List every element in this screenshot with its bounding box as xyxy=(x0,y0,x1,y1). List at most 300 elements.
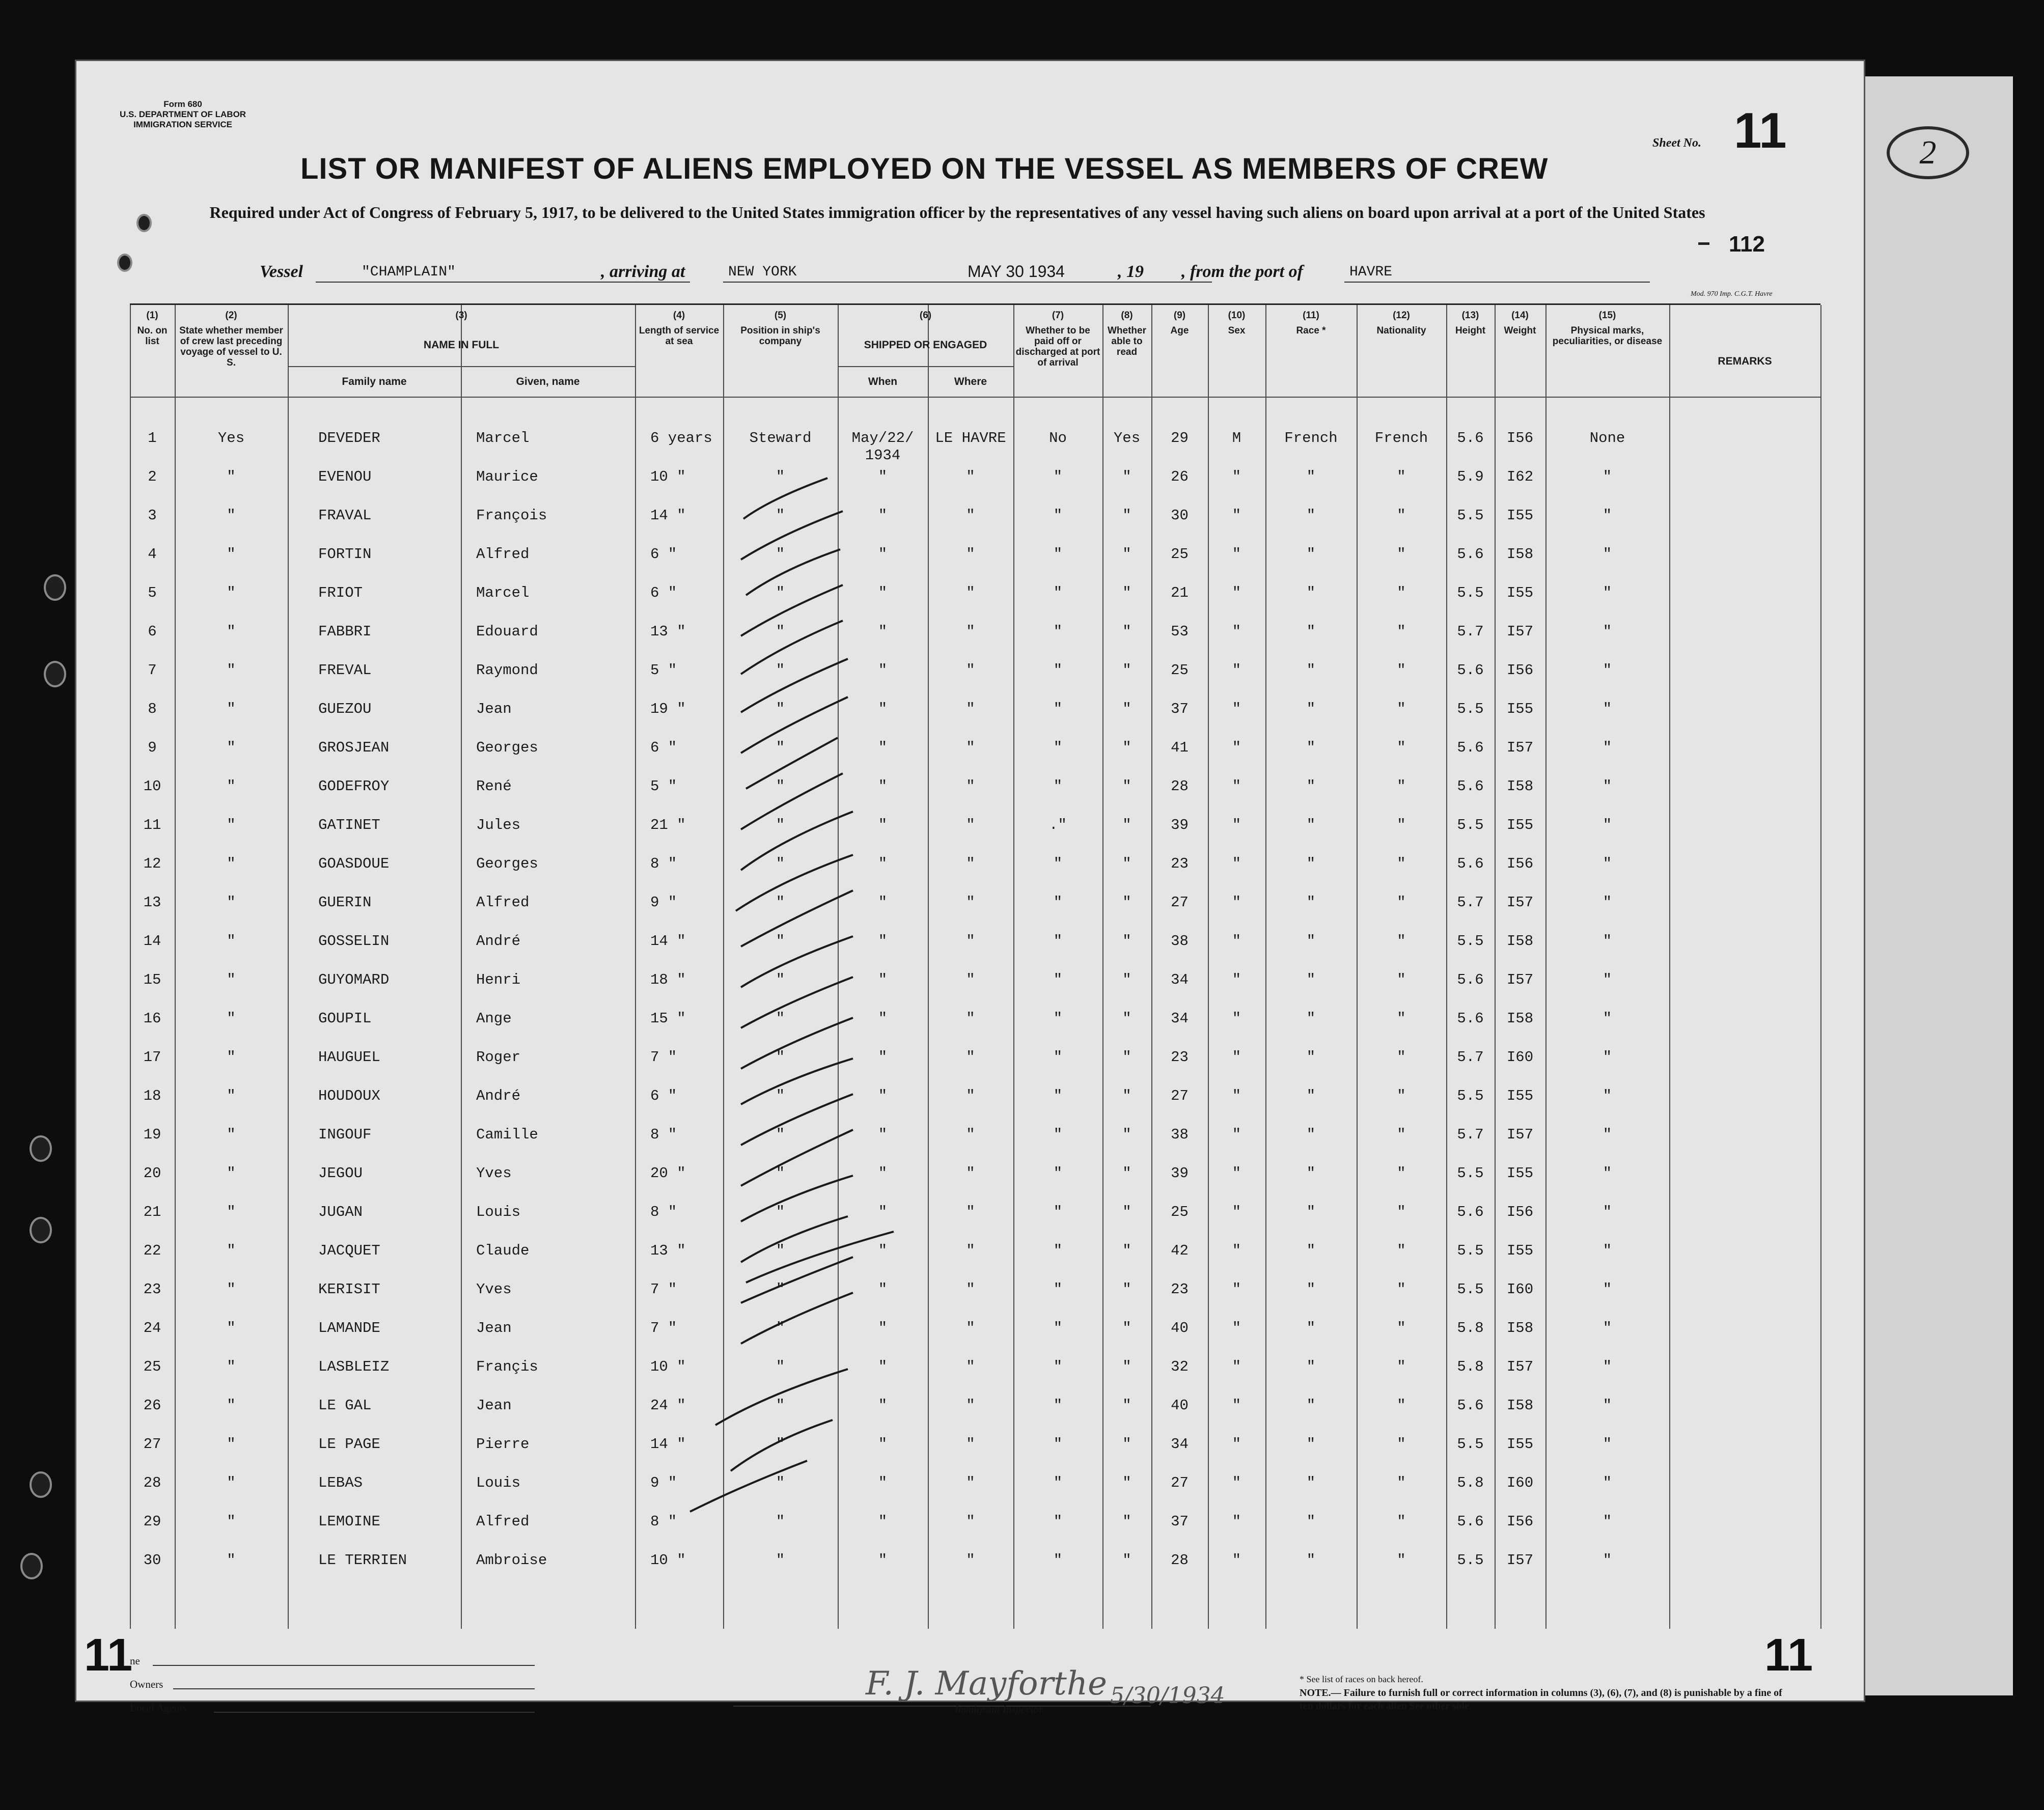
shipped-when: " xyxy=(878,1242,888,1259)
able-to-read: " xyxy=(1122,1010,1131,1027)
ship-position: " xyxy=(776,1513,785,1530)
length-of-service: 10 " xyxy=(650,1552,686,1569)
family-name: GUYOMARD xyxy=(318,971,390,988)
paid-off-status: " xyxy=(1053,662,1063,679)
given-name: Camille xyxy=(476,1126,538,1143)
nationality: " xyxy=(1397,468,1406,485)
family-name: EVENOU xyxy=(318,468,372,485)
family-name: JUGAN xyxy=(318,1204,363,1220)
master-label: ne xyxy=(130,1655,140,1667)
physical-marks: " xyxy=(1603,1320,1612,1336)
physical-marks: " xyxy=(1603,468,1612,485)
length-of-service: 14 " xyxy=(650,1436,686,1453)
shipped-when: " xyxy=(878,1204,888,1220)
row-number: 11 xyxy=(143,817,161,833)
physical-marks: " xyxy=(1603,1088,1612,1104)
check-mark xyxy=(715,1369,848,1425)
able-to-read: " xyxy=(1122,1513,1131,1530)
height: 5.7 xyxy=(1457,1049,1484,1066)
paid-off-status: No xyxy=(1049,430,1067,447)
length-of-service: 5 " xyxy=(650,778,677,795)
row-number: 21 xyxy=(143,1204,161,1220)
paid-off-status: " xyxy=(1053,894,1063,911)
physical-marks: " xyxy=(1603,971,1612,988)
ship-position: " xyxy=(776,1165,785,1182)
sex: " xyxy=(1232,623,1241,640)
shipped-where: " xyxy=(966,1358,975,1375)
paid-off-status: " xyxy=(1053,1204,1063,1220)
check-mark xyxy=(690,1461,807,1512)
sex: " xyxy=(1232,933,1241,950)
given-name: Pierre xyxy=(476,1436,530,1453)
weight: I55 xyxy=(1506,817,1534,833)
ship-position: " xyxy=(776,701,785,717)
shipped-when: " xyxy=(878,971,888,988)
weight: I55 xyxy=(1506,584,1534,601)
column-subheader-label: Family name xyxy=(342,376,407,387)
check-mark xyxy=(746,1232,894,1283)
shipped-when: " xyxy=(878,855,888,872)
sex: " xyxy=(1232,1204,1241,1220)
row-number: 20 xyxy=(143,1165,161,1182)
check-mark xyxy=(741,936,853,987)
service-name: IMMIGRATION SERVICE xyxy=(133,120,233,129)
previous-crew-status: " xyxy=(227,971,236,988)
row-number: 3 xyxy=(148,507,157,524)
family-name: DEVEDER xyxy=(318,430,380,447)
previous-crew-status: " xyxy=(227,1010,236,1027)
column-rule xyxy=(175,305,176,1629)
age: 28 xyxy=(1171,1552,1189,1569)
family-name: GATINET xyxy=(318,817,380,833)
able-to-read: Yes xyxy=(1113,430,1141,447)
column-header-label: Whether to be paid off or discharged at port of arrival xyxy=(1015,325,1100,368)
nationality: " xyxy=(1397,855,1406,872)
row-number: 28 xyxy=(143,1474,161,1491)
column-rule xyxy=(130,305,131,1629)
family-name: LE TERRIEN xyxy=(318,1552,407,1569)
age: 37 xyxy=(1171,701,1189,717)
underlying-page xyxy=(1859,76,2013,1695)
vessel-info-line xyxy=(92,262,1660,288)
paid-off-status: " xyxy=(1053,855,1063,872)
given-name: Ambroise xyxy=(476,1552,547,1569)
ship-position: " xyxy=(776,971,785,988)
weight: I62 xyxy=(1506,468,1534,485)
arriving-port: NEW YORK xyxy=(728,264,797,280)
able-to-read: " xyxy=(1122,1126,1131,1143)
circled-page-mark: 2 xyxy=(1887,126,1969,179)
height: 5.6 xyxy=(1457,1397,1484,1414)
age: 32 xyxy=(1171,1358,1189,1375)
shipped-when: " xyxy=(878,894,888,911)
given-name: Georges xyxy=(476,739,538,756)
family-name: FRAVAL xyxy=(318,507,372,524)
given-name: Louis xyxy=(476,1474,521,1491)
paid-off-status: " xyxy=(1053,1088,1063,1104)
age: 27 xyxy=(1171,894,1189,911)
column-rule xyxy=(1820,305,1821,1629)
race: " xyxy=(1306,1049,1316,1066)
column-header-label: NAME IN FULL xyxy=(423,339,500,351)
able-to-read: " xyxy=(1122,971,1131,988)
column-rule xyxy=(1545,305,1546,1629)
race: " xyxy=(1306,739,1316,756)
column-header-label: Nationality xyxy=(1376,325,1426,336)
row-number: 2 xyxy=(148,468,157,485)
column-subheader-label: When xyxy=(868,376,898,387)
height: 5.7 xyxy=(1457,1126,1484,1143)
physical-marks: " xyxy=(1603,1165,1612,1182)
sex: " xyxy=(1232,971,1241,988)
shipped-when: " xyxy=(878,1088,888,1104)
check-mark xyxy=(741,977,853,1028)
check-mark xyxy=(741,697,848,753)
previous-crew-status: " xyxy=(227,739,236,756)
weight: I58 xyxy=(1506,778,1534,795)
column-rule xyxy=(288,305,289,1629)
shipped-where: " xyxy=(966,855,975,872)
check-mark xyxy=(741,1216,848,1262)
physical-marks: " xyxy=(1603,1436,1612,1453)
column-header-label: Physical marks, peculiarities, or disease xyxy=(1552,325,1663,347)
previous-crew-status: " xyxy=(227,623,236,640)
column-number: (5) xyxy=(774,310,787,321)
race: " xyxy=(1306,1242,1316,1259)
shipped-where: " xyxy=(966,894,975,911)
previous-crew-status: " xyxy=(227,1049,236,1066)
check-mark xyxy=(731,1420,833,1471)
age: 25 xyxy=(1171,662,1189,679)
age: 34 xyxy=(1171,1436,1189,1453)
previous-crew-status: " xyxy=(227,468,236,485)
sex: M xyxy=(1232,430,1241,447)
shipped-when: " xyxy=(878,1320,888,1336)
handwritten-check-marks xyxy=(588,381,1250,1552)
nationality: " xyxy=(1397,1126,1406,1143)
binder-hole xyxy=(44,661,66,687)
previous-crew-status: " xyxy=(227,1436,236,1453)
sex: " xyxy=(1232,1397,1241,1414)
able-to-read: " xyxy=(1122,701,1131,717)
given-name: Ange xyxy=(476,1010,512,1027)
paid-off-status: " xyxy=(1053,546,1063,563)
penalty-note: NOTE.— Failure to furnish full or correct information in columns (3), (6), (7), and (8) is punishable by a fine of ten dollars for each alien See other side. xyxy=(1300,1687,1782,1712)
nationality: " xyxy=(1397,1552,1406,1569)
shipped-where: LE HAVRE xyxy=(935,430,1006,447)
race: " xyxy=(1306,701,1316,717)
shipped-where: " xyxy=(966,662,975,679)
race: " xyxy=(1306,778,1316,795)
nationality: " xyxy=(1397,1474,1406,1491)
sex: " xyxy=(1232,739,1241,756)
sheet-number-label: Sheet No. xyxy=(1652,136,1701,150)
given-name: François xyxy=(476,507,547,524)
able-to-read: " xyxy=(1122,1088,1131,1104)
sex: " xyxy=(1232,1358,1241,1375)
able-to-read: " xyxy=(1122,778,1131,795)
physical-marks: " xyxy=(1603,1204,1612,1220)
age: 25 xyxy=(1171,1204,1189,1220)
height: 5.6 xyxy=(1457,1513,1484,1530)
nationality: " xyxy=(1397,662,1406,679)
length-of-service: 6 " xyxy=(650,739,677,756)
physical-marks: " xyxy=(1603,1358,1612,1375)
physical-marks: " xyxy=(1603,546,1612,563)
able-to-read: " xyxy=(1122,1281,1131,1298)
nationality: " xyxy=(1397,1281,1406,1298)
race: " xyxy=(1306,468,1316,485)
check-mark xyxy=(741,1176,853,1221)
sex: " xyxy=(1232,1126,1241,1143)
row-number: 15 xyxy=(143,971,161,988)
able-to-read: " xyxy=(1122,933,1131,950)
race: French xyxy=(1284,430,1338,447)
shipped-when: " xyxy=(878,1049,888,1066)
ship-position: " xyxy=(776,1204,785,1220)
physical-marks: " xyxy=(1603,739,1612,756)
nationality: " xyxy=(1397,701,1406,717)
sex: " xyxy=(1232,1474,1241,1491)
sheet-number: 11 xyxy=(1734,102,1787,158)
shipped-when: May/22/ xyxy=(851,430,914,447)
column-number: (6) xyxy=(919,310,932,321)
physical-marks: " xyxy=(1603,894,1612,911)
physical-marks: None xyxy=(1589,430,1625,447)
height: 5.7 xyxy=(1457,623,1484,640)
height: 5.5 xyxy=(1457,1552,1484,1569)
previous-crew-status: " xyxy=(227,1281,236,1298)
shipped-where: " xyxy=(966,1126,975,1143)
age: 42 xyxy=(1171,1242,1189,1259)
sex: " xyxy=(1232,1320,1241,1336)
nationality: " xyxy=(1397,1358,1406,1375)
given-name: Louis xyxy=(476,1204,521,1220)
paid-off-status: " xyxy=(1053,971,1063,988)
vessel-name: "CHAMPLAIN" xyxy=(362,264,456,280)
ship-position: " xyxy=(776,817,785,833)
age: 40 xyxy=(1171,1320,1189,1336)
family-name: LE GAL xyxy=(318,1397,372,1414)
able-to-read: " xyxy=(1122,1436,1131,1453)
physical-marks: " xyxy=(1603,855,1612,872)
weight: I58 xyxy=(1506,1320,1534,1336)
sex: " xyxy=(1232,1436,1241,1453)
length-of-service: 19 " xyxy=(650,701,686,717)
race: " xyxy=(1306,1281,1316,1298)
height: 5.5 xyxy=(1457,1436,1484,1453)
nationality: " xyxy=(1397,817,1406,833)
given-name: Françis xyxy=(476,1358,538,1375)
check-mark xyxy=(741,511,843,560)
able-to-read: " xyxy=(1122,1474,1131,1491)
height: 5.6 xyxy=(1457,778,1484,795)
weight: I55 xyxy=(1506,701,1534,717)
age: 23 xyxy=(1171,1281,1189,1298)
paid-off-status: " xyxy=(1053,1126,1063,1143)
check-mark xyxy=(741,1293,853,1344)
weight: I60 xyxy=(1506,1474,1534,1491)
year-label: , 19 xyxy=(1118,262,1144,281)
row-number: 23 xyxy=(143,1281,161,1298)
sheet-number-bottom-right: 11 xyxy=(1764,1630,1813,1681)
column-header-label: Age xyxy=(1170,325,1189,336)
sex: " xyxy=(1232,1242,1241,1259)
check-mark xyxy=(741,1257,853,1303)
check-mark xyxy=(741,1059,853,1104)
given-name: André xyxy=(476,933,521,950)
weight: I58 xyxy=(1506,1010,1534,1027)
row-number: 17 xyxy=(143,1049,161,1066)
shipped-when: " xyxy=(878,1552,888,1569)
previous-crew-status: " xyxy=(227,584,236,601)
previous-crew-status: " xyxy=(227,1552,236,1569)
previous-crew-status: " xyxy=(227,1088,236,1104)
nationality: " xyxy=(1397,971,1406,988)
given-name: Jean xyxy=(476,1397,512,1414)
able-to-read: " xyxy=(1122,584,1131,601)
height: 5.6 xyxy=(1457,430,1484,447)
physical-marks: " xyxy=(1603,778,1612,795)
ship-position: " xyxy=(776,855,785,872)
height: 5.8 xyxy=(1457,1474,1484,1491)
weight: I56 xyxy=(1506,1513,1534,1530)
race: " xyxy=(1306,546,1316,563)
nationality: " xyxy=(1397,546,1406,563)
physical-marks: " xyxy=(1603,1242,1612,1259)
able-to-read: " xyxy=(1122,1204,1131,1220)
column-header-label: REMARKS xyxy=(1718,355,1772,367)
column-number: (10) xyxy=(1228,310,1246,321)
sex: " xyxy=(1232,855,1241,872)
nationality: " xyxy=(1397,778,1406,795)
row-number: 26 xyxy=(143,1397,161,1414)
page-subtitle: Required under Act of Congress of February 5, 1917, to be delivered to the United States immigration officer by the representatives of any vessel having such aliens on board upon arrival at a port of the United States xyxy=(209,203,1705,221)
paid-off-status: " xyxy=(1053,1320,1063,1336)
ship-position: " xyxy=(776,778,785,795)
row-number: 13 xyxy=(143,894,161,911)
length-of-service: 10 " xyxy=(650,1358,686,1375)
sex: " xyxy=(1232,1049,1241,1066)
shipped-where: " xyxy=(966,1204,975,1220)
able-to-read: " xyxy=(1122,817,1131,833)
arriving-label: , arriving at xyxy=(601,262,685,281)
height: 5.5 xyxy=(1457,1165,1484,1182)
paid-off-status: " xyxy=(1053,1513,1063,1530)
paid-off-status: " xyxy=(1053,1358,1063,1375)
row-number: 6 xyxy=(148,623,157,640)
able-to-read: " xyxy=(1122,468,1131,485)
given-name: Jean xyxy=(476,1320,512,1336)
nationality: " xyxy=(1397,739,1406,756)
able-to-read: " xyxy=(1122,1165,1131,1182)
age: 39 xyxy=(1171,817,1189,833)
column-header-label: Length of service at sea xyxy=(639,325,720,347)
weight: I57 xyxy=(1506,894,1534,911)
ship-position: " xyxy=(776,933,785,950)
sex: " xyxy=(1232,817,1241,833)
row-number: 19 xyxy=(143,1126,161,1143)
shipped-when: " xyxy=(878,1513,888,1530)
shipped-where: " xyxy=(966,1320,975,1336)
vessel-label: Vessel xyxy=(260,262,303,281)
ship-position: " xyxy=(776,1088,785,1104)
race: " xyxy=(1306,1513,1316,1530)
length-of-service: 8 " xyxy=(650,855,677,872)
row-number: 10 xyxy=(143,778,161,795)
weight: I57 xyxy=(1506,1358,1534,1375)
length-of-service: 6 " xyxy=(650,584,677,601)
ship-position: " xyxy=(776,1436,785,1453)
nationality: " xyxy=(1397,1513,1406,1530)
shipped-where: " xyxy=(966,1552,975,1569)
family-name: JEGOU xyxy=(318,1165,363,1182)
race-note: * See list of races on back hereof. xyxy=(1300,1674,1423,1684)
column-header-label: Whether able to read xyxy=(1108,325,1146,357)
age: 34 xyxy=(1171,971,1189,988)
height: 5.8 xyxy=(1457,1358,1484,1375)
length-of-service: 21 " xyxy=(650,817,686,833)
length-of-service: 10 " xyxy=(650,468,686,485)
sex: " xyxy=(1232,778,1241,795)
shipped-when: " xyxy=(878,1165,888,1182)
shipped-where: " xyxy=(966,778,975,795)
age: 29 xyxy=(1171,430,1189,447)
length-of-service: 20 " xyxy=(650,1165,686,1182)
family-name: HOUDOUX xyxy=(318,1088,380,1104)
binder-hole xyxy=(30,1217,52,1243)
row-number: 25 xyxy=(143,1358,161,1375)
race: " xyxy=(1306,1552,1316,1569)
row-number: 5 xyxy=(148,584,157,601)
page-title: LIST OR MANIFEST OF ALIENS EMPLOYED ON THE VESSEL AS MEMBERS OF CREW xyxy=(300,152,1549,185)
length-of-service: 24 " xyxy=(650,1397,686,1414)
shipped-when: " xyxy=(878,546,888,563)
column-number: (15) xyxy=(1598,310,1616,321)
column-subheader-label: Where xyxy=(954,376,987,387)
physical-marks: " xyxy=(1603,507,1612,524)
ship-position: " xyxy=(776,1010,785,1027)
paid-off-status: " xyxy=(1053,1049,1063,1066)
shipped-where: " xyxy=(966,1010,975,1027)
physical-marks: " xyxy=(1603,1010,1612,1027)
from-port-label: , from the port of xyxy=(1181,262,1303,281)
able-to-read: " xyxy=(1122,1358,1131,1375)
binder-hole xyxy=(30,1135,52,1162)
length-of-service: 18 " xyxy=(650,971,686,988)
weight: I57 xyxy=(1506,1552,1534,1569)
physical-marks: " xyxy=(1603,1552,1612,1569)
height: 5.5 xyxy=(1457,1242,1484,1259)
ship-position: " xyxy=(776,623,785,640)
age: 30 xyxy=(1171,507,1189,524)
shipped-when: " xyxy=(878,507,888,524)
ship-position: " xyxy=(776,507,785,524)
race: " xyxy=(1306,1320,1316,1336)
signature-line xyxy=(173,1688,535,1689)
given-name: Alfred xyxy=(476,546,530,563)
able-to-read: " xyxy=(1122,546,1131,563)
physical-marks: " xyxy=(1603,662,1612,679)
family-name: LAMANDE xyxy=(318,1320,380,1336)
previous-crew-status: " xyxy=(227,933,236,950)
previous-crew-status: " xyxy=(227,1397,236,1414)
sex: " xyxy=(1232,584,1241,601)
age: 25 xyxy=(1171,546,1189,563)
weight: I60 xyxy=(1506,1049,1534,1066)
family-name: GODEFROY xyxy=(318,778,390,795)
binder-hole xyxy=(20,1553,43,1579)
